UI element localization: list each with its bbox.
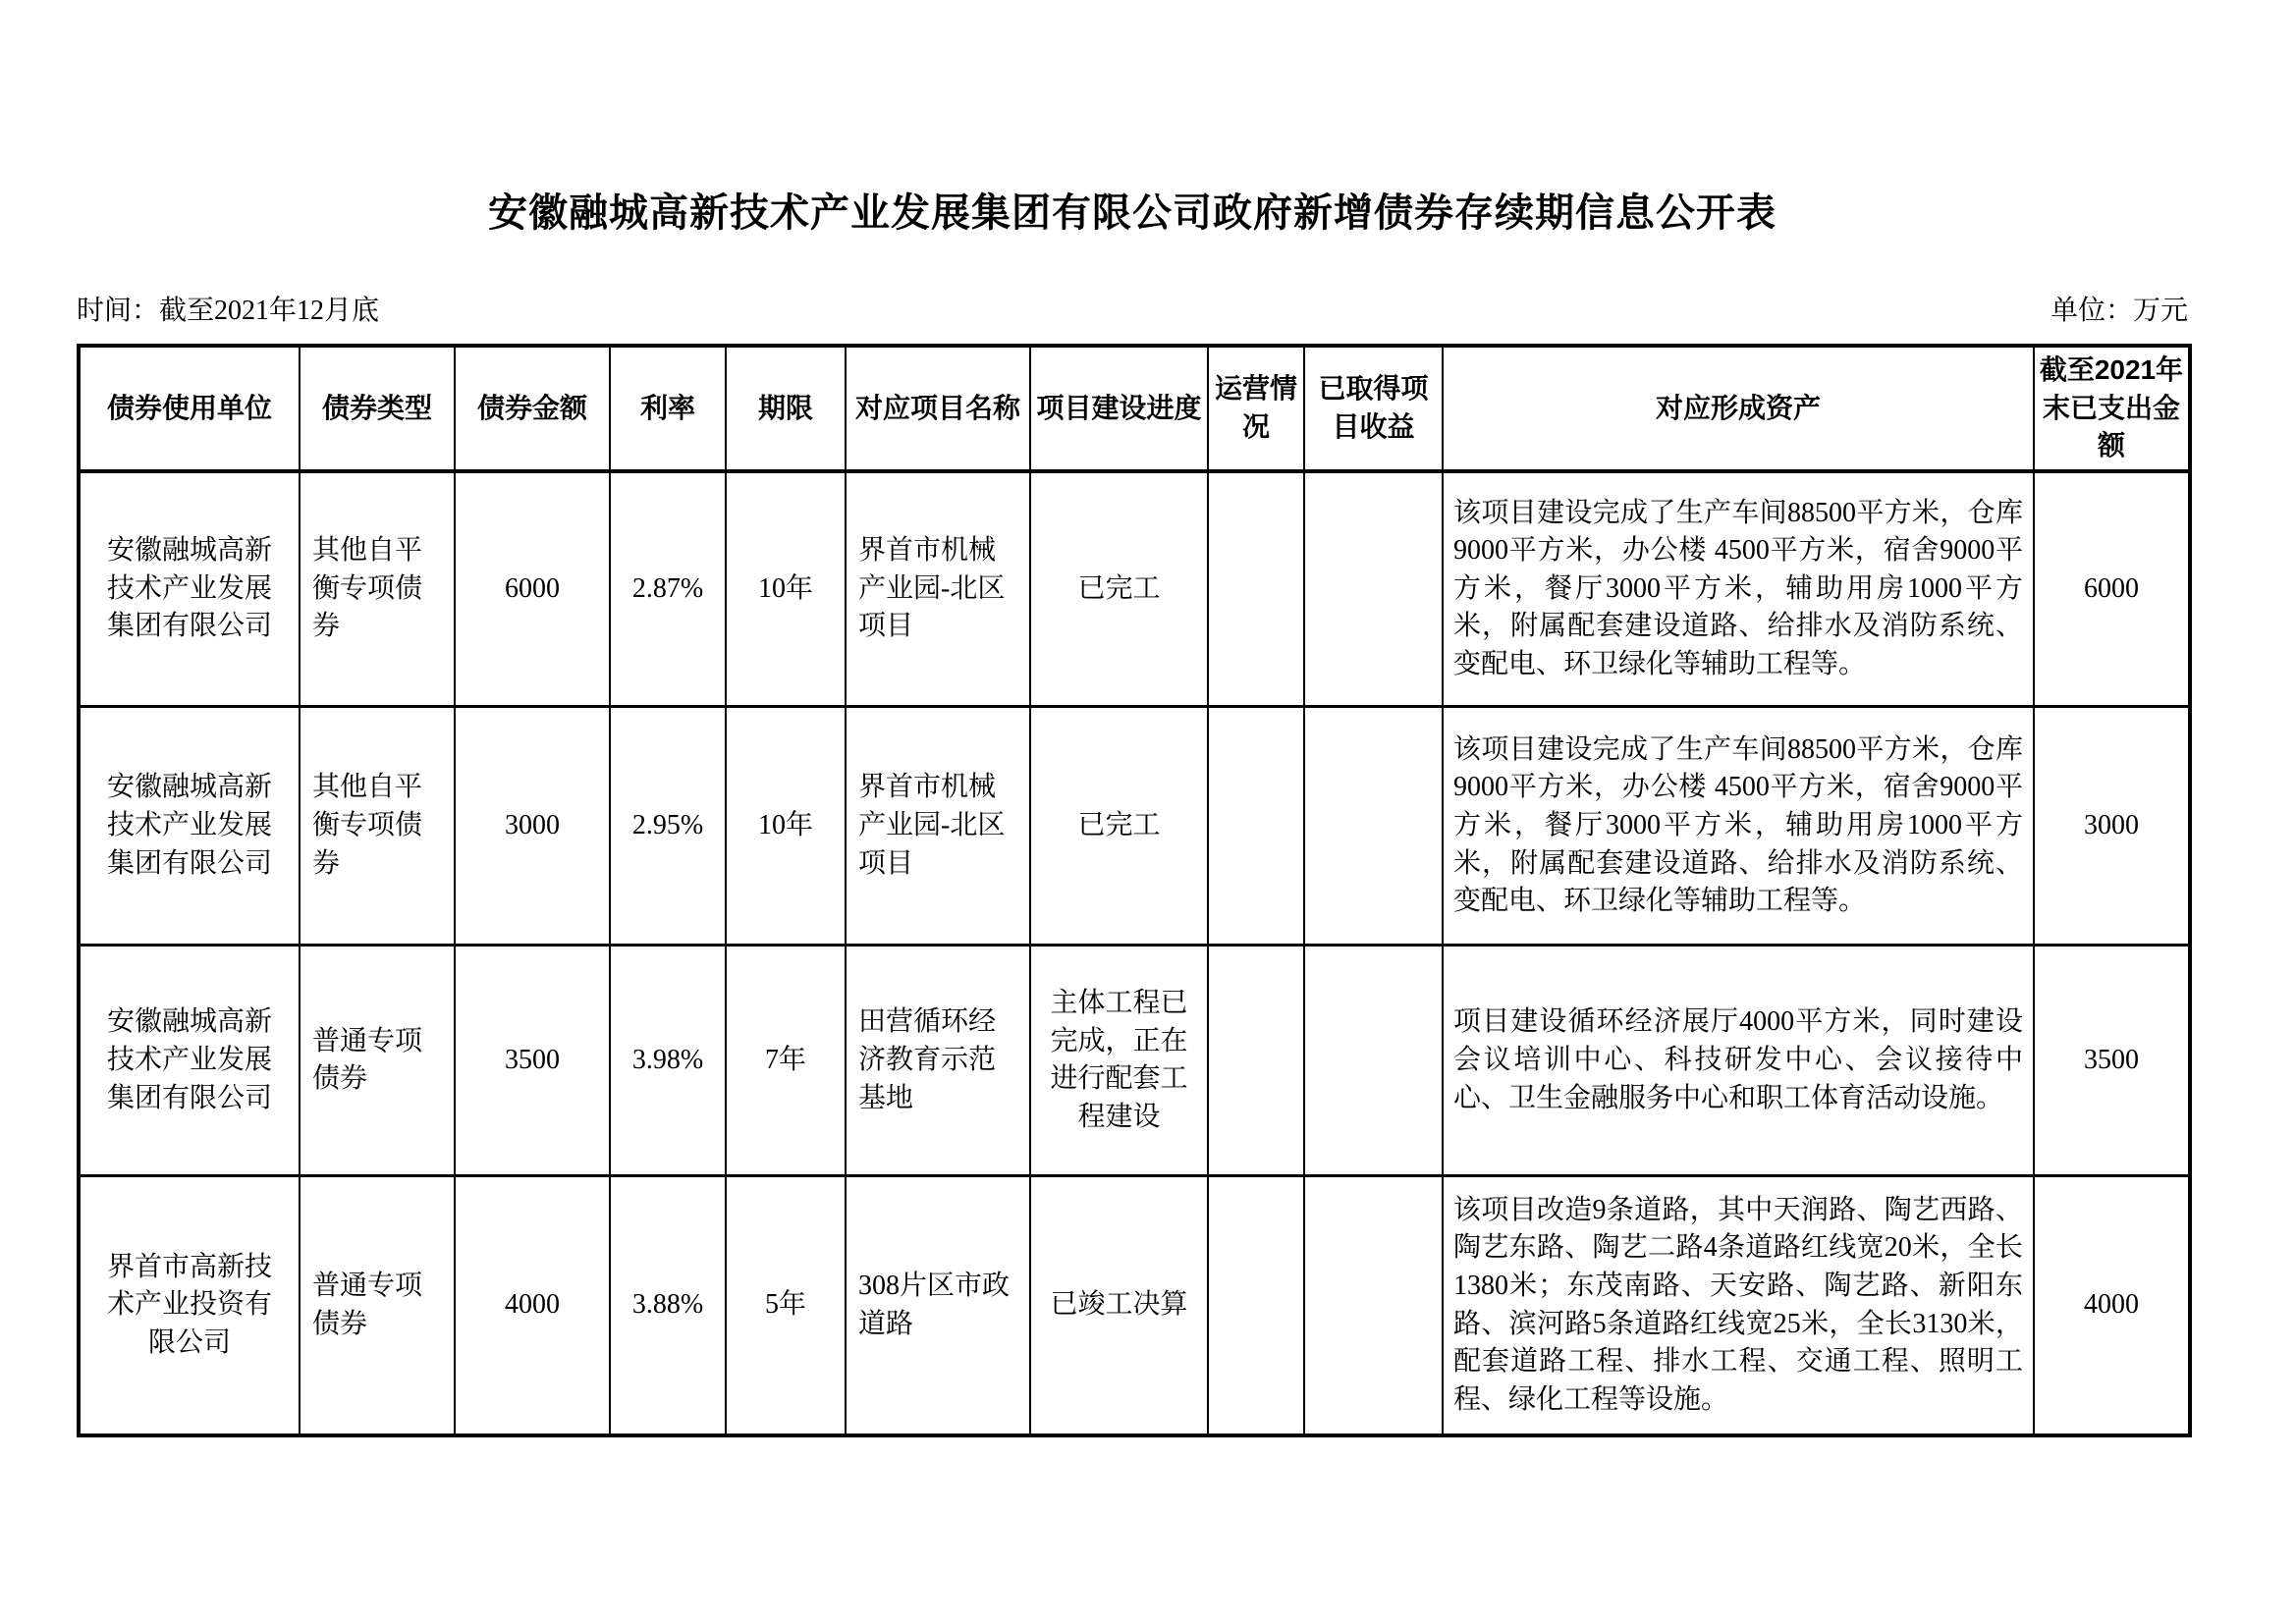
- col-header-bond-amount: 债券金额: [455, 346, 610, 471]
- table-row: [79, 1176, 2190, 1435]
- cell-construction-progress: 已完工: [1030, 471, 1208, 707]
- cell-project-name: 界首市机械产业园-北区项目: [846, 471, 1030, 707]
- col-header-formed-assets: 对应形成资产: [1443, 346, 2034, 471]
- cell-project-name: 308片区市政道路: [846, 1176, 1030, 1435]
- col-header-bond-type: 债券类型: [300, 346, 455, 471]
- cell-construction-progress: 已竣工决算: [1030, 1176, 1208, 1435]
- table-header: [79, 346, 2190, 471]
- col-header-project-income: 已取得项目收益: [1304, 346, 1443, 471]
- col-header-interest-rate: 利率: [610, 346, 726, 471]
- cell-formed-assets: 该项目改造9条道路，其中天润路、陶艺西路、陶艺东路、陶艺二路4条道路红线宽20米，全长1380米；东茂南路、天安路、陶艺路、新阳东路、滨河路5条道路红线宽25米，全长3130米，配套道路工程、排水工程、交通工程、照明工程、绿化工程等设施。: [1443, 1176, 2034, 1435]
- header-row: [79, 346, 2190, 471]
- cell-construction-progress: 主体工程已完成，正在进行配套工程建设: [1030, 946, 1208, 1176]
- cell-construction-progress: 已完工: [1030, 707, 1208, 946]
- cell-spent-amount: 3000: [2034, 707, 2190, 946]
- cell-project-income: [1304, 1176, 1443, 1435]
- cell-operation-status: [1208, 1176, 1304, 1435]
- cell-bond-user: 安徽融城高新技术产业发展集团有限公司: [79, 471, 300, 707]
- cell-bond-type: 普通专项债券: [300, 946, 455, 1176]
- cell-project-income: [1304, 707, 1443, 946]
- cell-bond-amount: 3000: [455, 707, 610, 946]
- cell-term: 5年: [726, 1176, 846, 1435]
- col-header-project-name: 对应项目名称: [846, 346, 1030, 471]
- cell-term: 7年: [726, 946, 846, 1176]
- cell-bond-amount: 3500: [455, 946, 610, 1176]
- time-label: 时间：截至2021年12月底: [77, 296, 380, 326]
- cell-interest-rate: 2.87%: [610, 471, 726, 707]
- cell-operation-status: [1208, 471, 1304, 707]
- cell-interest-rate: 3.98%: [610, 946, 726, 1176]
- table-row: [79, 707, 2190, 946]
- cell-interest-rate: 3.88%: [610, 1176, 726, 1435]
- cell-bond-user: 界首市高新技术产业投资有限公司: [79, 1176, 300, 1435]
- col-header-operation-status: 运营情况: [1208, 346, 1304, 471]
- cell-operation-status: [1208, 946, 1304, 1176]
- cell-operation-status: [1208, 707, 1304, 946]
- cell-project-name: 田营循环经济教育示范基地: [846, 946, 1030, 1176]
- col-header-term: 期限: [726, 346, 846, 471]
- table-row: [79, 471, 2190, 707]
- cell-spent-amount: 4000: [2034, 1176, 2190, 1435]
- meta-row: [77, 289, 2188, 328]
- cell-bond-user: 安徽融城高新技术产业发展集团有限公司: [79, 946, 300, 1176]
- cell-spent-amount: 6000: [2034, 471, 2190, 707]
- page-title: 安徽融城高新技术产业发展集团有限公司政府新增债券存续期信息公开表: [488, 191, 1777, 235]
- cell-formed-assets: 该项目建设完成了生产车间88500平方米，仓库9000平方米，办公楼 4500平方米，宿舍9000平方米，餐厅3000平方米，辅助用房1000平方米，附属配套建设道路、给排水及消防系统、变配电、环卫绿化等辅助工程等。: [1443, 707, 2034, 946]
- bond-disclosure-table: [77, 344, 2192, 1437]
- cell-bond-amount: 6000: [455, 471, 610, 707]
- cell-formed-assets: 该项目建设完成了生产车间88500平方米，仓库9000平方米，办公楼 4500平方米，宿舍9000平方米，餐厅3000平方米，辅助用房1000平方米，附属配套建设道路、给排水及消防系统、变配电、环卫绿化等辅助工程等。: [1443, 471, 2034, 707]
- cell-project-income: [1304, 946, 1443, 1176]
- cell-bond-type: 其他自平衡专项债券: [300, 707, 455, 946]
- table-row: [79, 946, 2190, 1176]
- cell-project-income: [1304, 471, 1443, 707]
- table-body: [79, 471, 2190, 1435]
- cell-spent-amount: 3500: [2034, 946, 2190, 1176]
- cell-interest-rate: 2.95%: [610, 707, 726, 946]
- cell-bond-type: 普通专项债券: [300, 1176, 455, 1435]
- unit-label: 单位：万元: [2050, 296, 2188, 326]
- cell-bond-user: 安徽融城高新技术产业发展集团有限公司: [79, 707, 300, 946]
- col-header-spent-amount: 截至2021年末已支出金额: [2034, 346, 2190, 471]
- col-header-bond-user: 债券使用单位: [79, 346, 300, 471]
- document-page: [0, 182, 2296, 1623]
- cell-project-name: 界首市机械产业园-北区项目: [846, 707, 1030, 946]
- cell-term: 10年: [726, 471, 846, 707]
- cell-bond-type: 其他自平衡专项债券: [300, 471, 455, 707]
- cell-term: 10年: [726, 707, 846, 946]
- col-header-construction-progress: 项目建设进度: [1030, 346, 1208, 471]
- cell-formed-assets: 项目建设循环经济展厅4000平方米，同时建设会议培训中心、科技研发中心、会议接待中心、卫生金融服务中心和职工体育活动设施。: [1443, 946, 2034, 1176]
- cell-bond-amount: 4000: [455, 1176, 610, 1435]
